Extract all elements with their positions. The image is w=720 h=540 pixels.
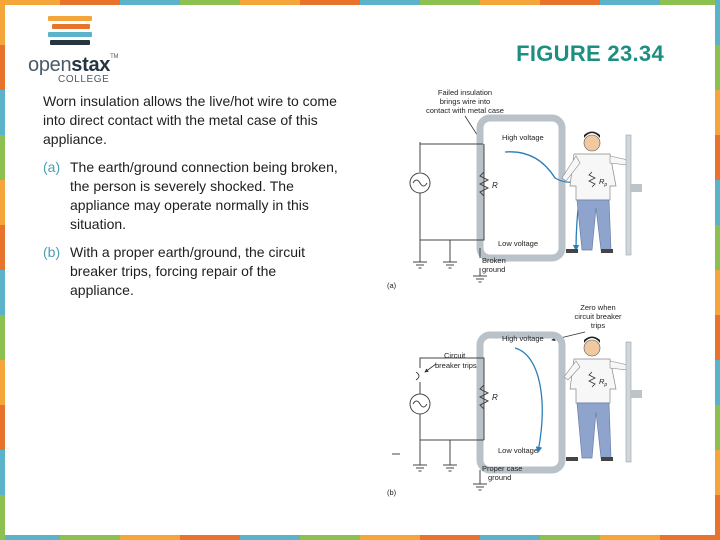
bottom-color-stripe [0,535,720,540]
low-voltage-b-label: Low voltage [498,446,539,455]
resistor-b-label: R [492,393,498,402]
stripe-segment [660,0,720,5]
hot-wire-a [420,142,483,144]
panel-a [387,88,642,290]
stripe-segment [0,450,5,495]
stripe-segment [360,535,420,540]
callout-a-line3: contact with metal case [426,106,504,115]
body-resistor-b-label: $R_p$ [599,377,608,388]
stripe-segment [60,535,120,540]
stripe-segment [0,135,5,180]
stripe-segment [600,535,660,540]
stripe-segment [715,225,720,270]
stripe-segment [0,270,5,315]
stripe-segment [540,0,600,5]
caption-intro: Worn insulation allows the live/hot wire to come into direct contact with the metal case of this appliance. [43,93,337,147]
circuit-diagram [380,80,670,505]
high-voltage-a-label: High voltage [502,133,544,142]
ground-a-neutral [443,262,457,268]
person-a [562,132,628,254]
stripe-segment [715,360,720,405]
top-color-stripe [0,0,720,5]
stripe-segment [240,535,300,540]
stripe-segment [0,180,5,225]
ground-a-broken [473,276,487,282]
item-text: With a proper earth/ground, the circuit breaker trips, forcing repair of the appliance. [70,244,306,298]
stripe-segment [0,0,60,5]
stripe-segment [0,90,5,135]
stripe-segment [0,315,5,360]
stripe-segment [0,495,5,540]
callout-b-line3: trips [590,321,606,330]
stripe-segment [180,0,240,5]
stripe-segment [300,0,360,5]
figure-caption [43,92,343,309]
callout-a-line1: Failed insulation [437,88,493,97]
logo-wordmark: openstax™ [28,54,119,76]
openstax-logo [28,16,148,85]
stripe-segment [180,535,240,540]
stripe-segment [715,405,720,450]
breaker-label-line1: Circuit [444,351,466,360]
callout-b-line1: Zero when [580,303,616,312]
figure-title: FIGURE 23.34 [516,41,664,66]
stripe-segment [360,0,420,5]
breaker-label-line2: breaker trips [435,361,477,370]
stripe-segment [0,45,5,90]
stripe-segment [240,0,300,5]
stripe-segment [0,535,60,540]
stripe-segment [715,0,720,45]
stripe-segment [300,535,360,540]
stripe-segment [715,270,720,315]
proper-ground-line1: Proper case [482,464,523,473]
right-color-stripe [715,0,720,540]
stripe-segment [420,0,480,5]
low-voltage-a-label: Low voltage [498,239,539,248]
hot-wire-b [420,358,484,440]
item-label: (b) [43,244,61,260]
ground-b-neutral [443,465,457,471]
stripe-segment [540,535,600,540]
stripe-segment [715,180,720,225]
stripe-segment [715,45,720,90]
stripe-segment [0,0,5,45]
panel-b [387,303,642,497]
stripe-segment [600,0,660,5]
stripe-segment [120,535,180,540]
resistor-a-label: R [492,181,498,190]
ground-b-source [413,465,427,471]
callout-a-line2: brings wire into [439,97,491,106]
stripe-segment [715,135,720,180]
panel-a-label: (a) [387,281,397,290]
stripe-segment [480,0,540,5]
ground-a-source [413,262,427,268]
current-path-b [515,348,542,452]
circuit-breaker-icon [416,360,420,394]
stripe-segment [120,0,180,5]
stripe-segment [60,0,120,5]
stripe-segment [715,495,720,540]
stripe-segment [715,315,720,360]
grounded-pipe-b [626,342,631,462]
panel-b-label: (b) [387,488,397,497]
callout-b-line2: circuit breaker [574,312,622,321]
stripe-segment [0,360,5,405]
logo-bars-icon [48,16,96,48]
ground-b-proper [473,484,487,490]
stripe-segment [420,535,480,540]
stripe-segment [715,90,720,135]
stripe-segment [660,535,720,540]
left-color-stripe [0,0,5,540]
item-text: The earth/ground connection being broken, the person is severely shocked. The appliance may operate normally in this situation. [70,159,338,232]
proper-ground-line2: ground [488,473,512,482]
broken-ground-line2: ground [482,265,506,274]
stripe-segment [715,450,720,495]
item-label: (a) [43,159,61,175]
stripe-segment [0,405,5,450]
body-resistor-a-label: $R_p$ [599,177,608,188]
caption-item-a [43,158,343,234]
grounded-pipe-a [626,135,631,255]
stripe-segment [480,535,540,540]
logo-college: COLLEGE [58,74,110,85]
broken-ground-line1: Broken [482,256,506,265]
neutral-wire-a [420,230,484,240]
stripe-segment [0,225,5,270]
high-voltage-b-label: High voltage [502,334,544,343]
caption-item-b [43,243,343,300]
person-b [564,337,628,462]
